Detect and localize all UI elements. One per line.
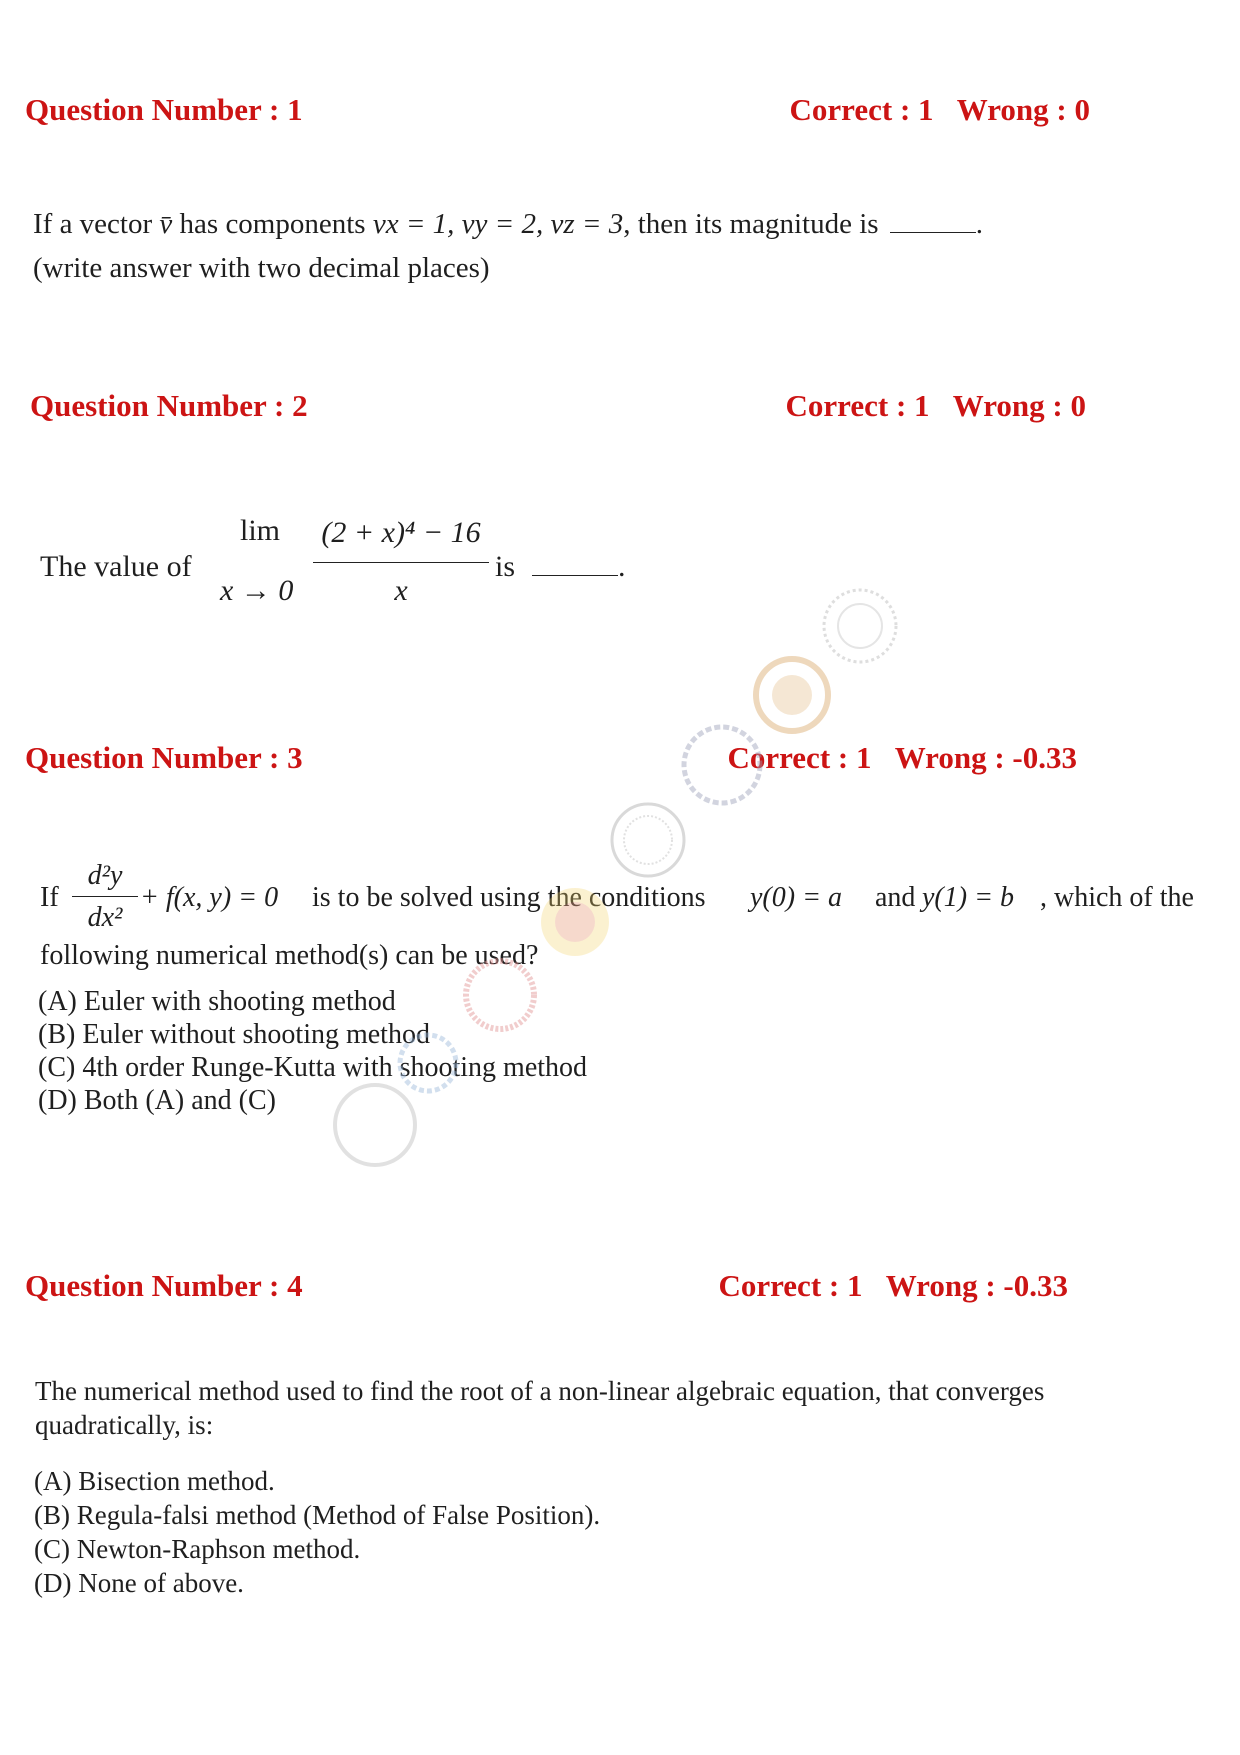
limit-label: lim <box>240 514 281 547</box>
wrong-marks: Wrong : 0 <box>952 388 1086 423</box>
q1-text: has components <box>179 208 366 240</box>
derivative-numerator: d²y <box>87 860 123 891</box>
question-body-4 <box>35 1374 1200 1442</box>
question-number: Question Number : 3 <box>25 740 303 775</box>
marks-info <box>790 92 1090 128</box>
marks-info <box>718 1268 1068 1304</box>
answer-blank <box>532 571 618 576</box>
q1-text: If a vector <box>33 208 153 240</box>
wrong-marks: Wrong : 0 <box>956 92 1090 127</box>
option: (C) 4th order Runge-Kutta with shooting method <box>38 1052 588 1083</box>
q2-text: is <box>495 550 516 583</box>
vector-symbol: v̄ <box>159 208 173 240</box>
q3-text: , which of the <box>1040 882 1194 913</box>
option: (D) Both (A) and (C) <box>38 1085 276 1116</box>
option: (B) Euler without shooting method <box>38 1019 430 1050</box>
question-header-3 <box>0 740 1240 784</box>
seal-icon <box>624 816 672 864</box>
fraction-bar <box>72 896 138 897</box>
limit-subscript: x → 0 <box>220 574 294 607</box>
derivative-denominator: dx² <box>87 902 123 933</box>
q3-options <box>38 985 587 1117</box>
marks-info <box>727 740 1077 776</box>
equation: + f(x, y) = 0 <box>140 882 279 913</box>
q1-text: , then its magnitude is <box>623 208 879 240</box>
correct-marks: Correct : 1 <box>718 1268 863 1303</box>
q4-text: The numerical method used to find the root of a non-linear algebraic equation, that converges <box>35 1376 1045 1406</box>
q2-text: The value of <box>40 550 192 583</box>
question-number: Question Number : 1 <box>25 92 303 127</box>
wrong-marks: Wrong : -0.33 <box>894 740 1077 775</box>
seal-icon <box>824 590 896 662</box>
boundary-condition: y(0) = a <box>750 882 842 913</box>
q3-text: following numerical method(s) can be used? <box>40 940 539 971</box>
q4-text: quadratically, is: <box>35 1410 214 1440</box>
q3-text: is to be solved using the conditions <box>312 882 706 913</box>
answer-blank <box>890 228 976 233</box>
fraction-denominator: x <box>394 574 408 607</box>
option: (B) Regula-falsi method (Method of False Position). <box>34 1500 601 1530</box>
boundary-condition: y(1) = b <box>922 882 1014 913</box>
marks-info <box>786 388 1086 424</box>
wrong-marks: Wrong : -0.33 <box>885 1268 1068 1303</box>
vector-components: vx = 1, vy = 2, vz = 3 <box>372 208 624 240</box>
question-header-4 <box>0 1268 1240 1312</box>
seal-icon <box>756 659 828 731</box>
fraction-bar <box>313 562 489 563</box>
fraction-numerator: (2 + x)⁴ − 16 <box>321 516 481 549</box>
correct-marks: Correct : 1 <box>785 388 930 423</box>
correct-marks: Correct : 1 <box>789 92 934 127</box>
q3-text: and <box>875 882 916 913</box>
question-body-1: If a vector v̄ has components vx = 1, vy = 2, vz = 3, then its magnitude is . (write answer with two decimal places) <box>33 206 983 287</box>
correct-marks: Correct : 1 <box>727 740 872 775</box>
seal-icon <box>772 675 812 715</box>
question-body-3 <box>40 858 1200 973</box>
q3-text: If <box>40 882 59 913</box>
question-number: Question Number : 2 <box>30 388 308 423</box>
q1-instruction: (write answer with two decimal places) <box>33 252 490 285</box>
option: (D) None of above. <box>34 1568 244 1598</box>
option: (C) Newton-Raphson method. <box>34 1534 361 1564</box>
q4-options <box>34 1464 600 1600</box>
option: (A) Euler with shooting method <box>38 986 396 1017</box>
question-number: Question Number : 4 <box>25 1268 303 1303</box>
question-header-2 <box>0 388 1240 432</box>
question-header-1 <box>0 92 1240 136</box>
seal-icon <box>838 604 882 648</box>
option: (A) Bisection method. <box>34 1466 275 1496</box>
